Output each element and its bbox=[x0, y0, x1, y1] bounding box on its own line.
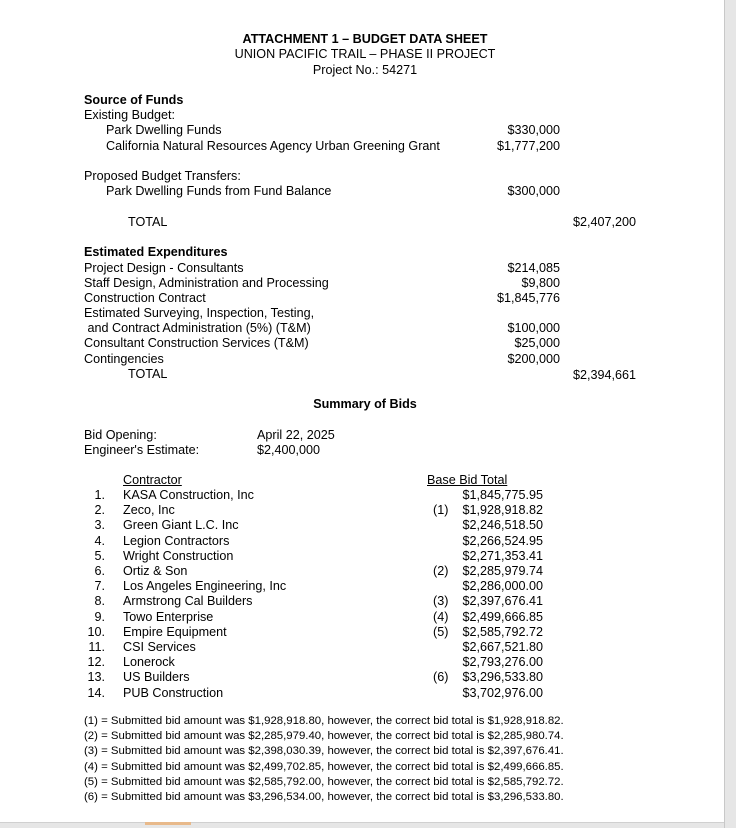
bid-row-contractor: Legion Contractors bbox=[123, 534, 230, 548]
expenditure-amount: $214,085 bbox=[507, 261, 560, 275]
bid-row-amount: $2,667,521.80 bbox=[462, 640, 543, 654]
bid-row-note: (2) bbox=[433, 564, 449, 578]
bid-row-amount: $2,266,524.95 bbox=[462, 534, 543, 548]
bid-row-number: 13. bbox=[87, 670, 105, 684]
bid-row-note: (1) bbox=[433, 503, 449, 517]
engineers-estimate-label: Engineer's Estimate: bbox=[84, 443, 200, 457]
footnote: (5) = Submitted bid amount was $2,585,792.00, however, the correct bid total is $2,585,792.72. bbox=[84, 776, 564, 788]
expenditure-label: Construction Contract bbox=[84, 291, 206, 305]
bid-row-number: 6. bbox=[94, 564, 105, 578]
bid-row-note: (6) bbox=[433, 670, 449, 684]
bids-heading: Summary of Bids bbox=[313, 397, 417, 411]
project-number: Project No.: 54271 bbox=[312, 63, 418, 77]
expenditure-amount: $100,000 bbox=[507, 321, 560, 335]
bid-row-contractor: Los Angeles Engineering, Inc bbox=[123, 579, 287, 593]
bid-row-number: 3. bbox=[94, 518, 105, 532]
funds-total-amount: $2,407,200 bbox=[572, 215, 636, 229]
bid-row-note: (4) bbox=[433, 610, 449, 624]
bid-row-contractor: Towo Enterprise bbox=[123, 610, 214, 624]
bid-row-number: 9. bbox=[94, 610, 105, 624]
bid-row-amount: $2,285,979.74 bbox=[462, 564, 543, 578]
bid-row-contractor: KASA Construction, Inc bbox=[123, 488, 254, 502]
bid-row-note: (5) bbox=[433, 625, 449, 639]
bid-row-amount: $1,845,775.95 bbox=[462, 488, 543, 502]
existing-budget-label: Existing Budget: bbox=[84, 108, 176, 122]
fund-line-amount: $330,000 bbox=[507, 123, 560, 137]
bid-row-number: 2. bbox=[94, 503, 105, 517]
bid-row-number: 4. bbox=[94, 534, 105, 548]
bid-row-number: 7. bbox=[94, 579, 105, 593]
bid-row-number: 14. bbox=[87, 686, 105, 700]
expenditure-label: Staff Design, Administration and Processing bbox=[84, 276, 329, 290]
expenditures-total-label: TOTAL bbox=[128, 367, 168, 381]
footnote: (2) = Submitted bid amount was $2,285,979.40, however, the correct bid total is $2,285,980.74. bbox=[84, 730, 564, 742]
expenditure-amount: $200,000 bbox=[507, 352, 560, 366]
bid-row-contractor: Lonerock bbox=[123, 655, 175, 669]
bid-row-number: 11. bbox=[88, 640, 105, 654]
footnote: (6) = Submitted bid amount was $3,296,534.00, however, the correct bid total is $3,296,533.80. bbox=[84, 791, 564, 803]
bid-row-number: 5. bbox=[94, 549, 105, 563]
bid-opening-label: Bid Opening: bbox=[84, 428, 157, 442]
bid-row-amount: $3,702,976.00 bbox=[462, 686, 543, 700]
expenditure-label: Estimated Surveying, Inspection, Testing, bbox=[84, 306, 315, 320]
expenditure-amount: $9,800 bbox=[521, 276, 560, 290]
bid-row-note: (3) bbox=[433, 594, 449, 608]
bid-row-contractor: Green Giant L.C. Inc bbox=[123, 518, 239, 532]
engineers-estimate-value: $2,400,000 bbox=[257, 443, 321, 457]
scrollbar-track[interactable] bbox=[724, 0, 736, 828]
bid-row-amount: $2,397,676.41 bbox=[462, 594, 543, 608]
contractor-column-header: Contractor bbox=[123, 473, 182, 487]
page-bottom-edge bbox=[0, 822, 724, 828]
document-subtitle: UNION PACIFIC TRAIL – PHASE II PROJECT bbox=[234, 47, 496, 61]
bid-row-amount: $2,271,353.41 bbox=[462, 549, 543, 563]
bid-row-amount: $2,793,276.00 bbox=[462, 655, 543, 669]
bid-row-contractor: Armstrong Cal Builders bbox=[123, 594, 253, 608]
bid-row-contractor: Wright Construction bbox=[123, 549, 234, 563]
bid-row-number: 12. bbox=[87, 655, 105, 669]
bid-row-number: 10. bbox=[87, 625, 105, 639]
bid-row-amount: $1,928,918.82 bbox=[462, 503, 543, 517]
fund-line-label: Park Dwelling Funds from Fund Balance bbox=[106, 184, 332, 198]
bid-row-amount: $2,246,518.50 bbox=[462, 518, 543, 532]
base-bid-column-header: Base Bid Total bbox=[427, 473, 508, 487]
document-title: ATTACHMENT 1 – BUDGET DATA SHEET bbox=[242, 32, 488, 46]
expenditure-label: Contingencies bbox=[84, 352, 164, 366]
bid-row-amount: $3,296,533.80 bbox=[462, 670, 543, 684]
bid-row-contractor: Zeco, Inc bbox=[123, 503, 175, 517]
expenditures-total-amount: $2,394,661 bbox=[572, 368, 636, 382]
bid-row-contractor: PUB Construction bbox=[123, 686, 224, 700]
bid-row-contractor: CSI Services bbox=[123, 640, 196, 654]
bid-row-contractor: Ortiz & Son bbox=[123, 564, 188, 578]
bid-row-contractor: Empire Equipment bbox=[123, 625, 227, 639]
fund-line-amount: $300,000 bbox=[507, 184, 560, 198]
bid-row-amount: $2,585,792.72 bbox=[462, 625, 543, 639]
fund-line-label: Park Dwelling Funds bbox=[106, 123, 222, 137]
expenditures-heading: Estimated Expenditures bbox=[84, 245, 228, 259]
bid-row-contractor: US Builders bbox=[123, 670, 190, 684]
expenditure-amount: $1,845,776 bbox=[496, 291, 560, 305]
proposed-transfers-label: Proposed Budget Transfers: bbox=[84, 169, 241, 183]
footnote: (4) = Submitted bid amount was $2,499,702.85, however, the correct bid total is $2,499,666.85. bbox=[84, 761, 564, 773]
fund-line-label: California Natural Resources Agency Urban Greening Grant bbox=[106, 139, 440, 153]
expenditure-label: Consultant Construction Services (T&M) bbox=[84, 336, 309, 350]
page-bottom-marker bbox=[145, 822, 191, 825]
bid-opening-value: April 22, 2025 bbox=[257, 428, 335, 442]
footnote: (1) = Submitted bid amount was $1,928,918.80, however, the correct bid total is $1,928,918.82. bbox=[84, 715, 564, 727]
bid-row-amount: $2,286,000.00 bbox=[462, 579, 543, 593]
funds-total-label: TOTAL bbox=[128, 215, 168, 229]
fund-line-amount: $1,777,200 bbox=[496, 139, 560, 153]
bid-row-amount: $2,499,666.85 bbox=[462, 610, 543, 624]
expenditure-label: and Contract Administration (5%) (T&M) bbox=[84, 321, 311, 335]
footnote: (3) = Submitted bid amount was $2,398,030.39, however, the correct bid total is $2,397,676.41. bbox=[84, 745, 564, 757]
bid-row-number: 1. bbox=[94, 488, 105, 502]
bid-row-number: 8. bbox=[94, 594, 105, 608]
expenditure-label: Project Design - Consultants bbox=[84, 261, 244, 275]
expenditure-amount: $25,000 bbox=[514, 336, 560, 350]
source-of-funds-heading: Source of Funds bbox=[84, 93, 184, 107]
